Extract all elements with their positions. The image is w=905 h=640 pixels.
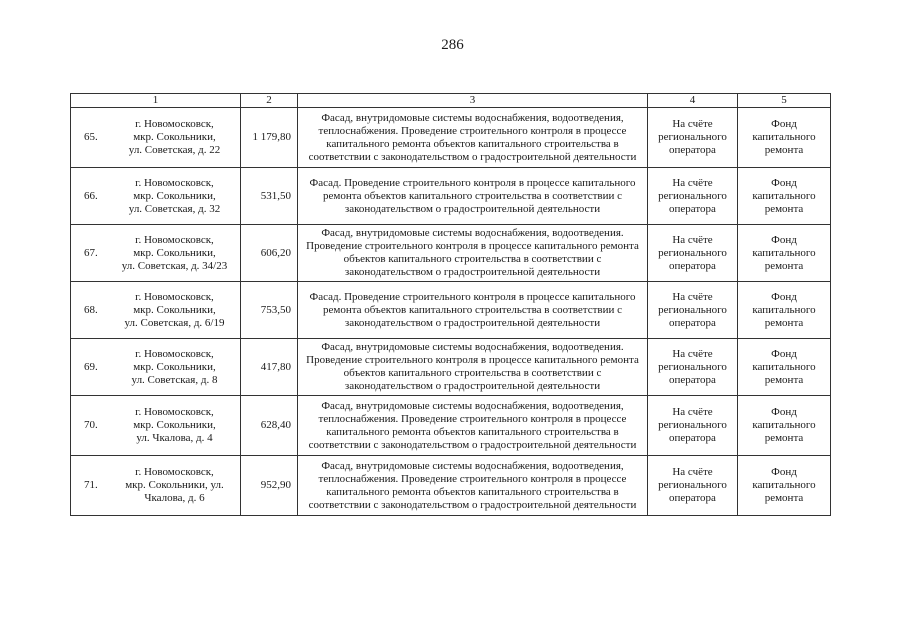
area-cell: 628,40 (241, 396, 298, 456)
column-number: 5 (738, 94, 831, 108)
works-cell: Фасад, внутридомовые системы водоснабжения, водоотведения, теплоснабжения. Проведение строительного контроля в процессе капитального ремонта объектов капитального строительства в соответствии с законодательством о градостроительной деятельности (298, 396, 648, 456)
address-line: г. Новомосковск, (135, 347, 214, 360)
account-line: На счёте (672, 233, 713, 246)
address-cell (71, 168, 241, 225)
funding-cell (738, 282, 831, 339)
address-line: ул. Советская, д. 22 (128, 144, 221, 156)
address-line: г. Новомосковск, (135, 118, 214, 130)
account-cell (648, 456, 738, 516)
table-row (71, 282, 831, 339)
funding-cell (738, 108, 831, 168)
account-line: регионального (658, 479, 727, 491)
address-line: г. Новомосковск, (135, 466, 214, 478)
account-line: регионального (658, 303, 727, 316)
account-cell (648, 339, 738, 396)
address-cell (71, 282, 241, 339)
area-cell: 531,50 (241, 168, 298, 225)
account-line: оператора (669, 373, 716, 386)
account-line: оператора (669, 259, 716, 272)
table-row (71, 168, 831, 225)
address-line: мкр. Сокольники, (133, 131, 216, 143)
address-line: г. Новомосковск, (135, 176, 214, 189)
row-number: 68. (84, 303, 98, 316)
address-cell (71, 456, 241, 516)
works-cell: Фасад. Проведение строительного контроля в процессе капитального ремонта объектов капитального строительства в соответствии с законодательством о градостроительной деятельности (298, 168, 648, 225)
funding-line: ремонта (764, 373, 804, 386)
account-cell (648, 168, 738, 225)
account-cell (648, 396, 738, 456)
account-line: регионального (658, 131, 727, 143)
address-line: ул. Советская, д. 6/19 (124, 316, 225, 329)
account-cell (648, 108, 738, 168)
area-cell: 417,80 (241, 339, 298, 396)
address-line: г. Новомосковск, (135, 406, 214, 418)
row-number: 71. (84, 479, 98, 491)
funding-line: Фонд (771, 290, 797, 303)
funding-line: капитального (752, 479, 816, 491)
funding-line: ремонта (764, 259, 804, 272)
area-cell: 606,20 (241, 225, 298, 282)
address-cell (71, 225, 241, 282)
account-line: На счёте (672, 290, 713, 303)
works-cell: Фасад. Проведение строительного контроля в процессе капитального ремонта объектов капитального строительства в соответствии с законодательством о градостроительной деятельности (298, 282, 648, 339)
account-line: регионального (658, 360, 727, 373)
account-line: регионального (658, 189, 727, 202)
funding-line: Фонд (771, 233, 797, 246)
address-line: мкр. Сокольники, (133, 303, 216, 316)
address-line: мкр. Сокольники, (133, 419, 216, 431)
funding-cell (738, 456, 831, 516)
page-number: 286 (441, 37, 464, 53)
row-number: 69. (84, 360, 98, 373)
address-line: ул. Советская, д. 32 (128, 202, 221, 215)
account-line: оператора (669, 202, 716, 215)
account-line: регионального (658, 246, 727, 259)
address-line: ул. Чкалова, д. 4 (136, 432, 213, 444)
column-number: 1 (71, 94, 241, 108)
works-cell: Фасад, внутридомовые системы водоснабжения, водоотведения. Проведение строительного контроля в процессе капитального ремонта объектов капитального строительства в соответствии с законодательством о градостроительной деятельности (298, 225, 648, 282)
address-line: ул. Советская, д. 34/23 (121, 259, 228, 272)
funding-cell (738, 396, 831, 456)
account-line: регионального (658, 419, 727, 431)
column-number: 4 (648, 94, 738, 108)
funding-cell (738, 225, 831, 282)
account-line: На счёте (672, 118, 713, 130)
account-cell (648, 225, 738, 282)
repair-register-table (70, 93, 831, 516)
area-cell: 952,90 (241, 456, 298, 516)
funding-line: капитального (752, 131, 816, 143)
table-row (71, 108, 831, 168)
account-cell (648, 282, 738, 339)
row-number: 65. (84, 131, 98, 143)
works-cell: Фасад, внутридомовые системы водоснабжения, водоотведения, теплоснабжения. Проведение строительного контроля в процессе капитального ремонта объектов капитального строительства в соответствии с законодательством о градостроительной деятельности (298, 108, 648, 168)
funding-line: Фонд (771, 406, 797, 418)
address-line: мкр. Сокольники, (133, 360, 216, 373)
row-number: 70. (84, 419, 98, 431)
table-row (71, 225, 831, 282)
table-row (71, 396, 831, 456)
address-cell (71, 396, 241, 456)
address-line: г. Новомосковск, (135, 233, 214, 246)
funding-line: ремонта (764, 144, 804, 156)
funding-line: капитального (752, 303, 816, 316)
column-number: 3 (298, 94, 648, 108)
funding-line: Фонд (771, 176, 797, 189)
works-cell: Фасад, внутридомовые системы водоснабжения, водоотведения. Проведение строительного контроля в процессе капитального ремонта объектов капитального строительства в соответствии с законодательством о градостроительной деятельности (298, 339, 648, 396)
account-line: На счёте (672, 406, 713, 418)
row-number: 66. (84, 189, 98, 202)
address-line: мкр. Сокольники, (133, 189, 216, 202)
table-row (71, 339, 831, 396)
account-line: оператора (669, 316, 716, 329)
column-number: 2 (241, 94, 298, 108)
account-line: оператора (669, 144, 716, 156)
account-line: оператора (669, 432, 716, 444)
table-row (71, 456, 831, 516)
funding-line: Фонд (771, 347, 797, 360)
address-line: мкр. Сокольники, ул. (125, 479, 224, 491)
funding-line: ремонта (764, 432, 804, 444)
funding-cell (738, 168, 831, 225)
funding-line: Фонд (771, 118, 797, 130)
funding-line: ремонта (764, 202, 804, 215)
account-line: На счёте (672, 347, 713, 360)
funding-line: капитального (752, 189, 816, 202)
address-line: Чкалова, д. 6 (144, 492, 205, 504)
funding-line: капитального (752, 419, 816, 431)
row-number: 67. (84, 246, 98, 259)
works-cell: Фасад, внутридомовые системы водоснабжения, водоотведения, теплоснабжения. Проведение строительного контроля в процессе капитального ремонта объектов капитального строительства в соответствии с законодательством о градостроительной деятельности (298, 456, 648, 516)
address-line: ул. Советская, д. 8 (131, 373, 218, 386)
column-number-row (71, 94, 831, 108)
area-cell: 1 179,80 (241, 108, 298, 168)
funding-line: капитального (752, 246, 816, 259)
funding-line: ремонта (764, 492, 804, 504)
funding-line: Фонд (771, 466, 797, 478)
address-cell (71, 108, 241, 168)
address-line: г. Новомосковск, (135, 290, 214, 303)
account-line: оператора (669, 492, 716, 504)
address-line: мкр. Сокольники, (133, 246, 216, 259)
account-line: На счёте (672, 466, 713, 478)
account-line: На счёте (672, 176, 713, 189)
funding-cell (738, 339, 831, 396)
area-cell: 753,50 (241, 282, 298, 339)
address-cell (71, 339, 241, 396)
funding-line: капитального (752, 360, 816, 373)
funding-line: ремонта (764, 316, 804, 329)
